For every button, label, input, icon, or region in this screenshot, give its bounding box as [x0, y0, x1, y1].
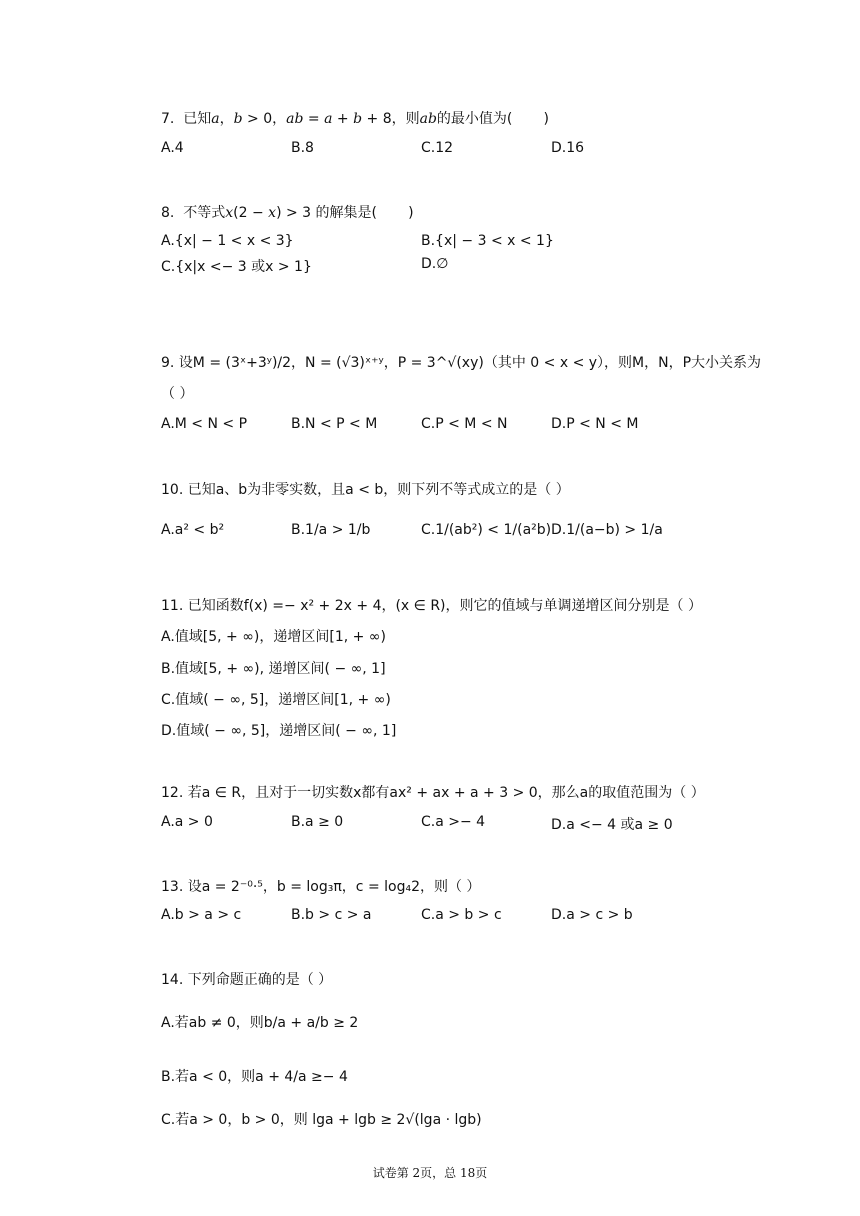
q10-option-c: C.1/(ab²) < 1/(a²b)	[421, 522, 552, 538]
q12-option-b: B.a ≥ 0	[291, 814, 344, 830]
q14-stem: 14. 下列命题正确的是（ ）	[161, 972, 333, 988]
q8-option-a: A.{x| − 1 < x < 3}	[161, 233, 294, 249]
q9-option-c: C.P < M < N	[421, 416, 508, 432]
q10-option-d: D.1/(a−b) > 1/a	[551, 522, 663, 538]
q8-option-b: B.{x| − 3 < x < 1}	[421, 233, 554, 249]
q13-option-c: C.a > b > c	[421, 907, 502, 923]
q11-option-a: A.值域[5, + ∞)，递增区间[1, + ∞)	[161, 629, 386, 645]
q7-option-c: C.12	[421, 140, 454, 156]
q13-option-a: A.b > a > c	[161, 907, 242, 923]
q14-option-c: C.若a > 0，b > 0，则 lga + lgb ≥ 2√(lga · lgb)	[161, 1112, 482, 1128]
q12-option-a: A.a > 0	[161, 814, 213, 830]
q8-option-d: D.∅	[421, 256, 449, 272]
q11-option-b: B.值域[5, + ∞), 递增区间( − ∞, 1]	[161, 661, 386, 677]
q12-option-c: C.a >− 4	[421, 814, 486, 830]
q11-option-c: C.值域( − ∞, 5]，递增区间[1, + ∞)	[161, 692, 391, 708]
q7-option-a: A.4	[161, 140, 184, 156]
q9-option-d: D.P < N < M	[551, 416, 639, 432]
q9-stem-bracket: （ ）	[161, 386, 194, 402]
q10-stem: 10. 已知a、b为非零实数，且a < b，则下列不等式成立的是（ ）	[161, 482, 570, 498]
q11-option-d: D.值域( − ∞, 5]，递增区间( − ∞, 1]	[161, 723, 397, 739]
q14-option-b: B.若a < 0，则a + 4/a ≥− 4	[161, 1069, 348, 1085]
q13-option-b: B.b > c > a	[291, 907, 372, 923]
q9-option-a: A.M < N < P	[161, 416, 248, 432]
q10-option-b: B.1/a > 1/b	[291, 522, 371, 538]
q7-option-b: B.8	[291, 140, 314, 156]
q8-option-c: C.{x|x <− 3 或x > 1}	[161, 259, 312, 275]
q12-option-d: D.a <− 4 或a ≥ 0	[551, 817, 673, 833]
q12-stem: 12. 若a ∈ R，且对于一切实数x都有ax² + ax + a + 3 > 0，那么a的取值范围为（ ）	[161, 785, 705, 801]
q13-stem: 13. 设a = 2⁻⁰·⁵，b = log₃π，c = log₄2，则（ ）	[161, 879, 481, 895]
q8-stem: 8. 不等式x(2 − x) > 3 的解集是( )	[161, 205, 414, 221]
page-footer: 试卷第 2页，总 18页	[372, 1166, 488, 1180]
q9-option-b: B.N < P < M	[291, 416, 378, 432]
q7-stem: 7. 已知a，b > 0，ab = a + b + 8，则ab的最小值为( )	[161, 111, 549, 127]
q10-option-a: A.a² < b²	[161, 522, 225, 538]
q13-option-d: D.a > c > b	[551, 907, 633, 923]
q7-option-d: D.16	[551, 140, 585, 156]
q14-option-a: A.若ab ≠ 0，则b/a + a/b ≥ 2	[161, 1015, 359, 1031]
q9-stem: 9. 设M = (3ˣ+3ʸ)/2，N = (√3)ˣ⁺ʸ，P = 3^√(xy)（其中 0 < x < y），则M，N，P大小关系为	[161, 355, 762, 371]
q11-stem: 11. 已知函数f(x) =− x² + 2x + 4，(x ∈ R)，则它的值域与单调递增区间分别是（ ）	[161, 598, 702, 614]
